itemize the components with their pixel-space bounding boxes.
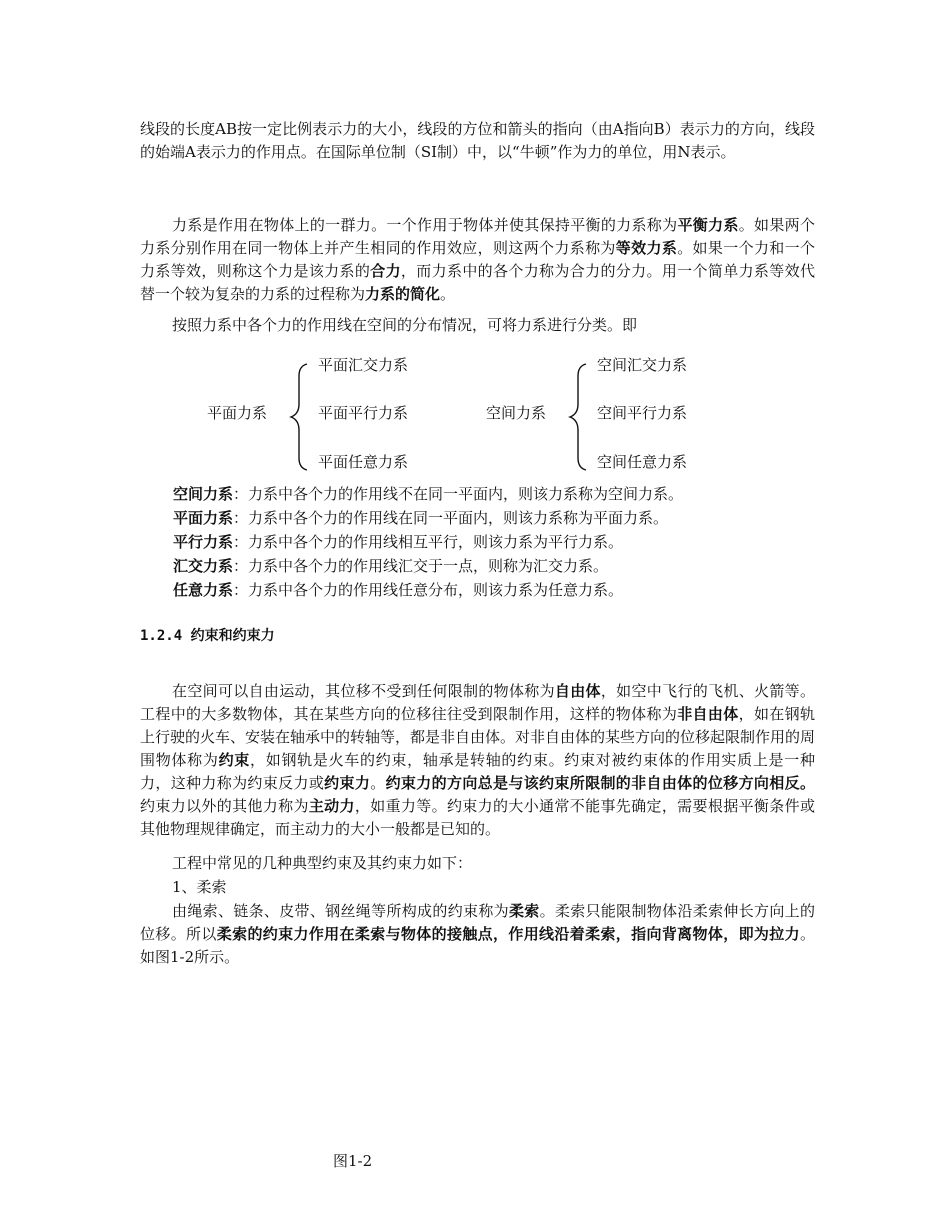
plane-brace [287, 362, 311, 472]
definition-space-system [173, 483, 848, 506]
bold-term: 等效力系 [615, 239, 678, 257]
space-item-parallel: 空间平行力系 [597, 404, 688, 422]
plane-item-general: 平面任意力系 [318, 453, 409, 471]
definition-term: 平行力系 [173, 533, 234, 551]
bold-term: 主动力 [308, 797, 355, 815]
definition-text: ：力系中各个力的作用线不在同一平面内，则该力系称为空间力系。 [233, 485, 684, 503]
bold-term: 约束 [218, 751, 251, 769]
space-brace [566, 362, 590, 472]
space-system-label: 空间力系 [486, 404, 547, 422]
space-item-general: 空间任意力系 [597, 453, 688, 471]
paragraph-text: 。柔索只能限制物体沿柔索伸长方向上的位移。所以 [140, 902, 815, 943]
bold-statement: 约束力的方向总是与该约束所限制的非自由体的位移方向相反。 [385, 774, 815, 792]
paragraph-text: 约束力以外的其他力称为 [140, 797, 309, 815]
plane-system-label: 平面力系 [207, 404, 268, 422]
definition-general-system [173, 579, 848, 602]
bold-term: 非自由体 [677, 705, 739, 723]
bold-term: 力系的简化 [365, 285, 441, 303]
paragraph-text: ，如钢轨是火车的约束，轴承是转轴的约束。约束对被约束体的作用实质上是一种力，这种力称为约束反力或 [140, 751, 815, 792]
definition-term: 空间力系 [173, 485, 234, 503]
paragraph-classification-intro [140, 314, 815, 337]
definition-term: 汇交力系 [173, 557, 234, 575]
definition-text: ：力系中各个力的作用线相互平行，则该力系为平行力系。 [233, 533, 624, 551]
definition-text: ：力系中各个力的作用线任意分布，则该力系为任意力系。 [233, 581, 624, 599]
paragraph-text: 。如果一个力和一个力系等效，则称这个力是该力系的 [140, 239, 815, 280]
paragraph-text: 。 [370, 774, 386, 792]
plane-item-concurrent: 平面汇交力系 [318, 356, 409, 374]
paragraph-text: 工程中常见的几种典型约束及其约束力如下： [172, 854, 473, 872]
paragraph-text: ，如在钢轨上行驶的火车、安装在轴承中的转轴等，都是非自由体。对非自由体的某些方向的位移起限制作用的周围物体称为 [140, 705, 816, 769]
definition-term: 任意力系 [173, 581, 234, 599]
paragraph-text: ，而力系中的各个力称为合力的分力。用一个简单力系等效代替一个较为复杂的力系的过程称为 [140, 262, 815, 303]
bold-term: 柔索 [508, 902, 540, 920]
paragraph-text: ，如空中飞行的飞机、火箭等。工程中的大多数物体，其在某些方向的位移往往受到限制作用，这样的物体称为 [140, 682, 815, 723]
paragraph-text: 。 [440, 285, 456, 303]
paragraph-constraints [140, 680, 815, 841]
section-heading: 1.2.4 约束和约束力 [140, 628, 275, 644]
definition-text: ：力系中各个力的作用线在同一平面内，则该力系称为平面力系。 [233, 509, 669, 527]
definition-concurrent-system [173, 555, 848, 578]
item-title-flexible-cable [140, 876, 815, 899]
paragraph-text: 在空间可以自由运动，其位移不受到任何限制的物体称为 [172, 682, 555, 700]
definition-parallel-system [173, 531, 848, 554]
figure-caption: 图1-2 [333, 1152, 373, 1170]
bold-term: 自由体 [554, 682, 601, 700]
space-item-concurrent: 空间汇交力系 [597, 356, 688, 374]
bold-term: 约束力 [324, 774, 371, 792]
paragraph-typical-constraints [140, 852, 815, 875]
bold-term: 合力 [370, 262, 401, 280]
item-title-text: 1、柔索 [172, 878, 227, 896]
definition-text: ：力系中各个力的作用线汇交于一点，则称为汇交力系。 [233, 557, 609, 575]
paragraph-text: 由绳索、链条、皮带、钢丝绳等所构成的约束称为 [172, 902, 509, 920]
paragraph-force-system [140, 214, 815, 306]
plane-item-parallel: 平面平行力系 [318, 404, 409, 422]
paragraph-force-representation [140, 118, 815, 164]
paragraph-text: 线段的长度AB按一定比例表示力的大小，线段的方位和箭头的指向（由A指向B）表示力的方向，线段的始端A表示力的作用点。在国际单位制（SI制）中，以“牛顿”作为力的单位，用N表示。 [140, 120, 815, 161]
paragraph-text: 按照力系中各个力的作用线在空间的分布情况，可将力系进行分类。即 [172, 316, 638, 334]
bold-statement: 柔索的约束力作用在柔索与物体的接触点，作用线沿着柔索，指向背离物体，即为拉力 [216, 925, 800, 943]
bold-term: 平衡力系 [677, 216, 739, 234]
definition-plane-system [173, 507, 848, 530]
paragraph-text: ，如重力等。约束力的大小通常不能事先确定，需要根据平衡条件或其他物理规律确定，而主动力的大小一般都是已知的。 [140, 797, 815, 838]
paragraph-text: 。如图1-2所示。 [140, 925, 815, 966]
paragraph-text: 力系是作用在物体上的一群力。一个作用于物体并使其保持平衡的力系称为 [172, 216, 678, 234]
paragraph-text: 。如果两个力系分别作用在同一物体上并产生相同的作用效应，则这两个力系称为 [140, 216, 815, 257]
paragraph-flexible-cable [140, 900, 815, 969]
definition-term: 平面力系 [173, 509, 234, 527]
